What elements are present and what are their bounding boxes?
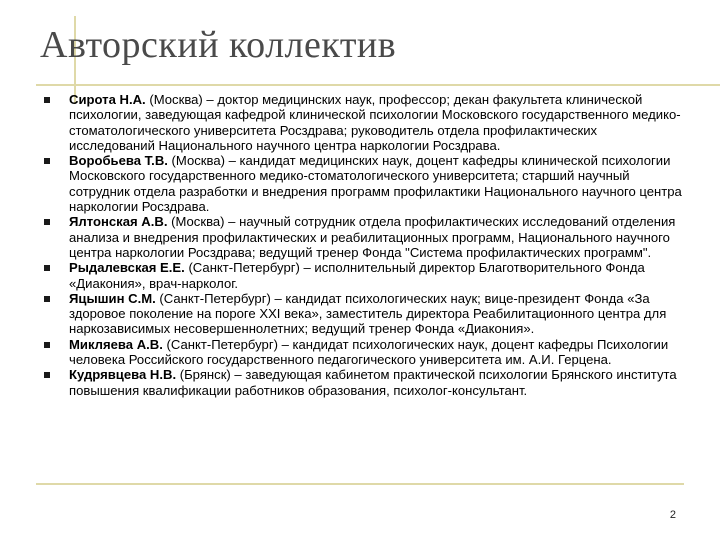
author-name: Ялтонская А.В. xyxy=(69,214,168,230)
author-item xyxy=(44,291,684,337)
author-description: (Брянск) – заведующая кабинетом практической психологии Брянского института повышения квалификации работников образования, психолог-консультант. xyxy=(69,367,677,398)
author-name: Воробьева Т.В. xyxy=(69,153,168,169)
author-description: (Москва) – кандидат медицинских наук, доцент кафедры клинической психологии Московского государственного медико-стоматологического университета; старший научный сотрудник отдела разработки и внедрения программ профилактики Национального научного центра наркологии Росздрава. xyxy=(69,153,682,215)
slide-title: Авторский коллектив xyxy=(40,24,397,66)
title-underline xyxy=(36,84,720,86)
square-bullet-icon xyxy=(44,97,50,103)
author-item xyxy=(44,153,684,214)
author-name: Яцышин С.М. xyxy=(69,290,156,306)
author-description: (Москва) – научный сотрудник отдела профилактических исследований отделения анализа и внедрения профилактических и реабилитационных программ, Национального научного центра наркологии Росздрава; ведущий тренер Фонда "Система профилактических программ". xyxy=(69,214,676,260)
author-name: Рыдалевская Е.Е. xyxy=(69,260,185,276)
footer-divider xyxy=(36,483,684,485)
author-item xyxy=(44,260,684,291)
page-number: 2 xyxy=(669,509,676,521)
author-name: Кудрявцева Н.В. xyxy=(69,367,177,383)
square-bullet-icon xyxy=(44,372,50,378)
author-item xyxy=(44,92,684,153)
author-item xyxy=(44,367,684,398)
author-name: Микляева А.В. xyxy=(69,336,163,352)
author-item xyxy=(44,337,684,368)
author-description: (Санкт-Петербург) – кандидат психологических наук, доцент кафедры Психологии человека Российского государственного педагогического университета им. А.И. Герцена. xyxy=(69,336,669,368)
author-description: (Санкт-Петербург) – исполнительный директор Благотворительного Фонда «Диакония», врач-нарколог. xyxy=(69,260,645,291)
square-bullet-icon xyxy=(44,158,50,164)
author-list xyxy=(44,92,684,398)
square-bullet-icon xyxy=(44,219,50,225)
author-name: Сирота Н.А. xyxy=(69,92,146,107)
square-bullet-icon xyxy=(44,265,50,271)
author-item xyxy=(44,214,684,260)
square-bullet-icon xyxy=(44,342,50,348)
author-description: (Москва) – доктор медицинских наук, профессор; декан факультета клинической психологии, заведующая кафедрой клинической психологии Московского государственного медико-стоматологического университета Росздрава; руководитель отдела профилактических исследований Национального научного центра наркологии Росздрава. xyxy=(69,92,681,153)
author-description: (Санкт-Петербург) – кандидат психологических наук; вице-президент Фонда «За здоровое поколение на пороге XXI века», заместитель директора Реабилитационного центра для наркозависимых несовершеннолетних; ведущий тренер Фонда «Диакония». xyxy=(69,290,667,337)
square-bullet-icon xyxy=(44,296,50,302)
